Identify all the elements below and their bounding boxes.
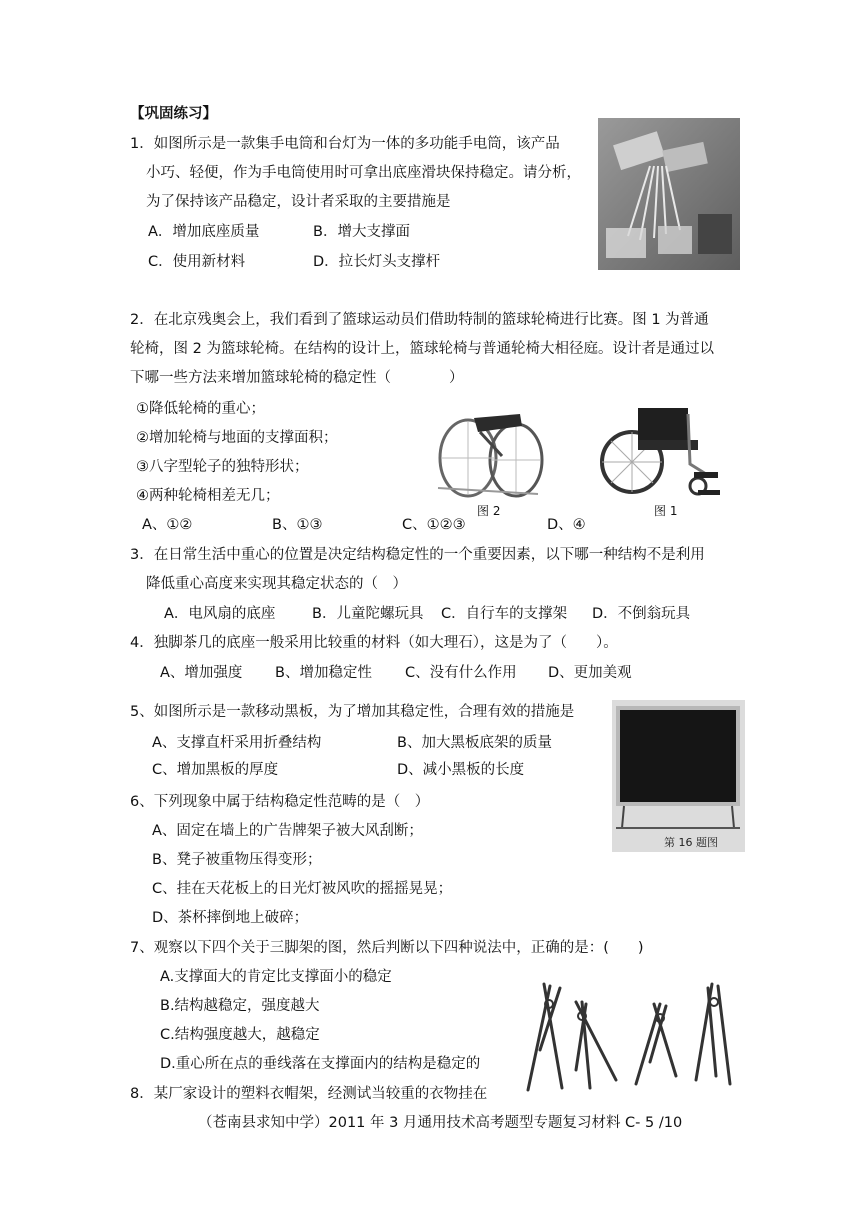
q4-option-a: A、增加强度 [160, 665, 243, 681]
q4-line1: 4．独脚茶几的底座一般采用比较重的材料（如大理石），这是为了（ ）。 [130, 635, 618, 651]
q6-option-b: B、凳子被重物压得变形； [152, 852, 322, 868]
q6-option-d: D、茶杯摔倒地上破碎； [152, 910, 309, 926]
q4-option-b: B、增加稳定性 [275, 665, 372, 681]
fig1-caption: 图 1 [654, 504, 678, 518]
q2-option-b: B、①③ [272, 517, 323, 533]
page-footer: （苍南县求知中学）2011 年 3 月通用技术高考题型专题复习材料 C- 5 /10 [198, 1115, 683, 1131]
q2-option-d: D、④ [547, 517, 586, 533]
q2-line1: 2．在北京残奥会上，我们看到了篮球运动员们借助特制的篮球轮椅进行比赛。图 1 为普通 [130, 312, 709, 328]
q6-option-a: A、固定在墙上的广告牌架子被大风刮断； [152, 823, 423, 839]
q5-line1: 5、如图所示是一款移动黑板，为了增加其稳定性，合理有效的措施是 [130, 704, 575, 720]
q1-option-d: D．拉长灯头支撑杆 [313, 254, 441, 270]
q5-option-a: A、支撑直杆采用折叠结构 [152, 735, 322, 751]
q7-option-b: B.结构越稳定，强度越大 [160, 998, 320, 1014]
q5-option-b: B、加大黑板底架的质量 [397, 735, 552, 751]
q3-option-a: A．电风扇的底座 [164, 606, 276, 622]
q2-line3: 下哪一些方法来增加篮球轮椅的稳定性（ ） [130, 370, 464, 386]
q3-option-c: C．自行车的支撑架 [441, 606, 568, 622]
q2-option-a: A、①② [142, 517, 193, 533]
ordinary-wheelchair-image [598, 404, 726, 502]
q4-option-c: C、没有什么作用 [405, 665, 517, 681]
q5-option-d: D、减小黑板的长度 [397, 762, 525, 778]
q6-line1: 6、下列现象中属于结构稳定性范畴的是（ ） [130, 794, 430, 810]
q2-option-c: C、①②③ [402, 517, 466, 533]
blackboard-figure-caption: 第 16 题图 [664, 836, 718, 849]
q1-line3: 为了保持该产品稳定，设计者采取的主要措施是 [146, 194, 451, 210]
q2-item1: ①降低轮椅的重心； [136, 401, 265, 417]
q3-option-b: B．儿童陀螺玩具 [312, 606, 424, 622]
flashlight-photo [598, 118, 740, 270]
q6-option-c: C、挂在天花板上的日光灯被风吹的摇摇晃晃； [152, 881, 453, 897]
q2-item2: ②增加轮椅与地面的支撑面积； [136, 430, 338, 446]
fig2-caption: 图 2 [477, 504, 501, 518]
q1-option-b: B．增大支撑面 [313, 224, 410, 240]
q3-line1: 3．在日常生活中重心的位置是决定结构稳定性的一个重要因素，以下哪一种结构不是利用 [130, 547, 705, 563]
q7-option-d: D.重心所在点的垂线落在支撑面内的结构是稳定的 [160, 1056, 481, 1072]
q2-line2: 轮椅，图 2 为篮球轮椅。在结构的设计上，篮球轮椅与普通轮椅大相径庭。设计者是通过以 [130, 341, 714, 357]
q1-line2: 小巧、轻便，作为手电筒使用时可拿出底座滑块保持稳定。请分析， [146, 165, 581, 181]
section-title: 【巩固练习】 [130, 106, 217, 122]
q7-option-a: A.支撑面大的肯定比支撑面小的稳定 [160, 969, 392, 985]
basketball-wheelchair-image [428, 396, 550, 502]
mobile-blackboard-photo [612, 700, 745, 852]
q8-line1: 8．某厂家设计的塑料衣帽架，经测试当较重的衣物挂在 [130, 1086, 488, 1102]
tripods-image [520, 980, 750, 1092]
q3-option-d: D．不倒翁玩具 [592, 606, 691, 622]
q3-line2: 降低重心高度来实现其稳定状态的（ ） [146, 576, 407, 592]
q5-option-c: C、增加黑板的厚度 [152, 762, 279, 778]
q2-item4: ④两种轮椅相差无几； [136, 488, 280, 504]
q2-item3: ③八字型轮子的独特形状； [136, 459, 309, 475]
q1-line1: 1．如图所示是一款集手电筒和台灯为一体的多功能手电筒，该产品 [130, 136, 560, 152]
q1-option-a: A．增加底座质量 [148, 224, 260, 240]
q4-option-d: D、更加美观 [548, 665, 632, 681]
q7-option-c: C.结构强度越大，越稳定 [160, 1027, 320, 1043]
q1-option-c: C．使用新材料 [148, 254, 246, 270]
q7-line1: 7、观察以下四个关于三脚架的图，然后判断以下四种说法中，正确的是：( ) [130, 940, 644, 956]
